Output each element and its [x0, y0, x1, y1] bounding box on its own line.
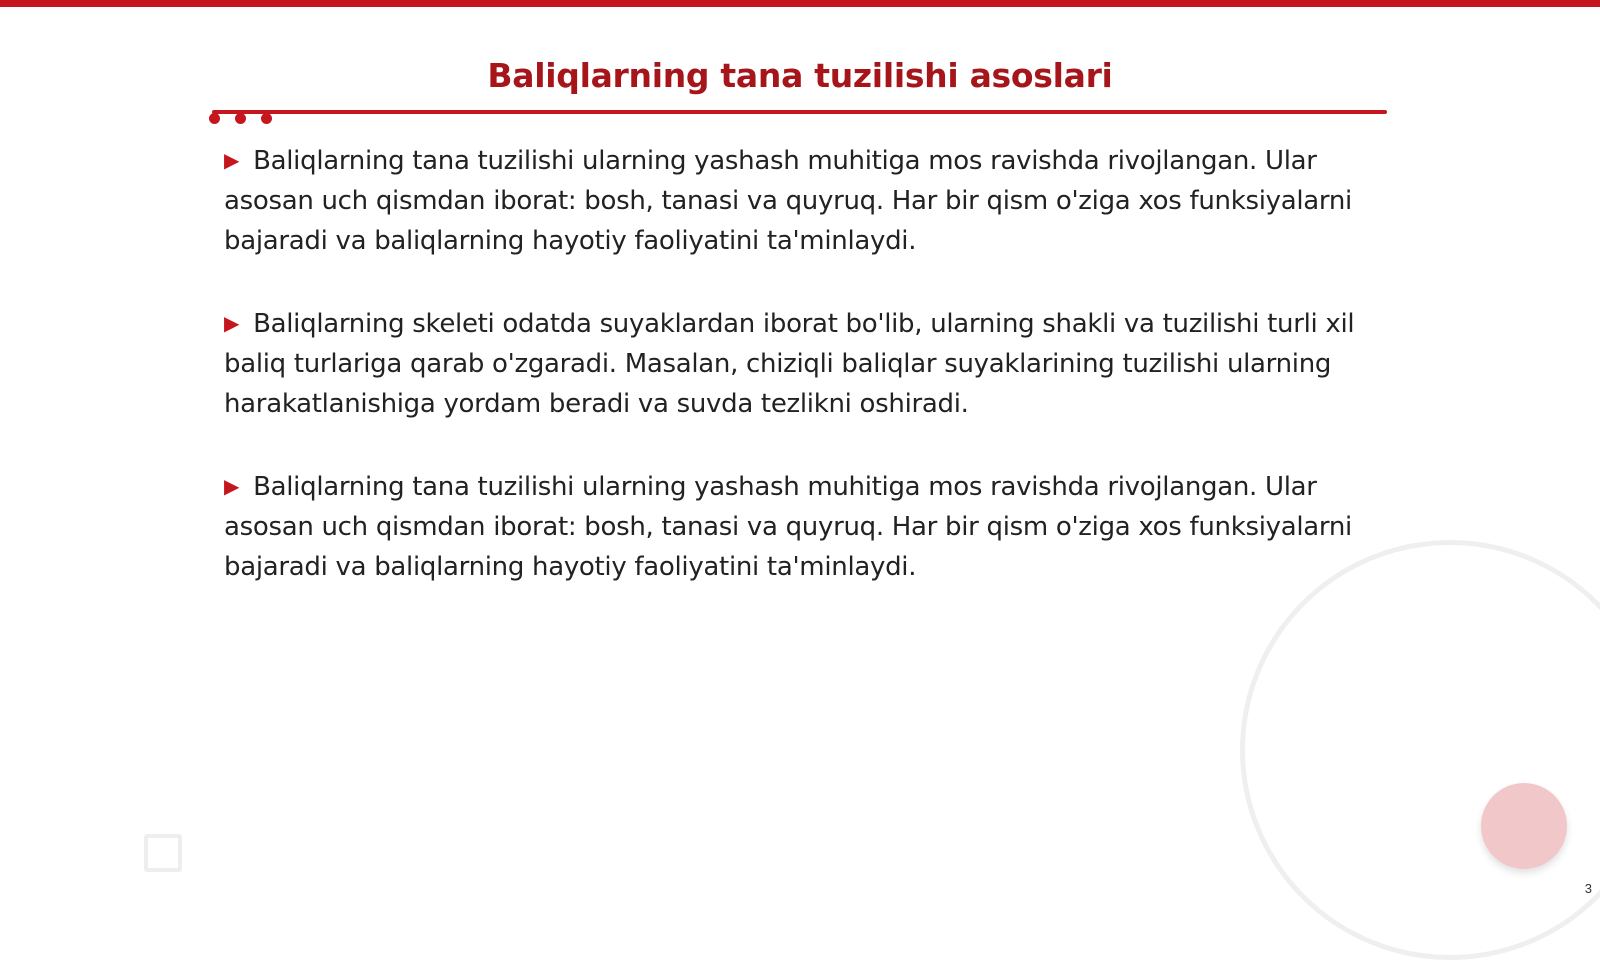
- slide-title: Baliqlarning tana tuzilishi asoslari: [487, 56, 1113, 95]
- bullet-paragraph: [224, 466, 1384, 587]
- page-number: 3: [1584, 881, 1592, 896]
- decor-square-outline: [144, 834, 182, 872]
- triangle-bullet-icon: ▶: [224, 311, 240, 335]
- slide-body: [224, 140, 1384, 629]
- decor-dot: [261, 113, 272, 124]
- paragraph-text: Baliqlarning skeleti odatda suyaklardan iborat bo'lib, ularning shakli va tuzilishi turli xil baliq turlariga qarab o'zgaradi. Masalan, chiziqli baliqlar suyaklarining tuzilishi ularning harakatlanishiga yordam beradi va suvda tezlikni oshiradi.: [224, 309, 1355, 419]
- triangle-bullet-icon: ▶: [224, 474, 240, 498]
- bullet-paragraph: [224, 140, 1384, 261]
- triangle-bullet-icon: ▶: [224, 148, 240, 172]
- decor-pink-circle: [1481, 783, 1567, 869]
- decor-dot: [235, 113, 246, 124]
- bullet-paragraph: [224, 303, 1384, 424]
- decor-dot: [209, 113, 220, 124]
- paragraph-text: Baliqlarning tana tuzilishi ularning yashash muhitiga mos ravishda rivojlangan. Ular asosan uch qismdan iborat: bosh, tanasi va quyruq. Har bir qism o'ziga xos funksiyalarni bajaradi va baliqlarning hayotiy faoliyatini ta'minlaydi.: [224, 146, 1352, 256]
- top-accent-bar: [0, 0, 1600, 7]
- title-underline: [212, 110, 1387, 114]
- paragraph-text: Baliqlarning tana tuzilishi ularning yashash muhitiga mos ravishda rivojlangan. Ular asosan uch qismdan iborat: bosh, tanasi va quyruq. Har bir qism o'ziga xos funksiyalarni bajaradi va baliqlarning hayotiy faoliyatini ta'minlaydi.: [224, 472, 1352, 582]
